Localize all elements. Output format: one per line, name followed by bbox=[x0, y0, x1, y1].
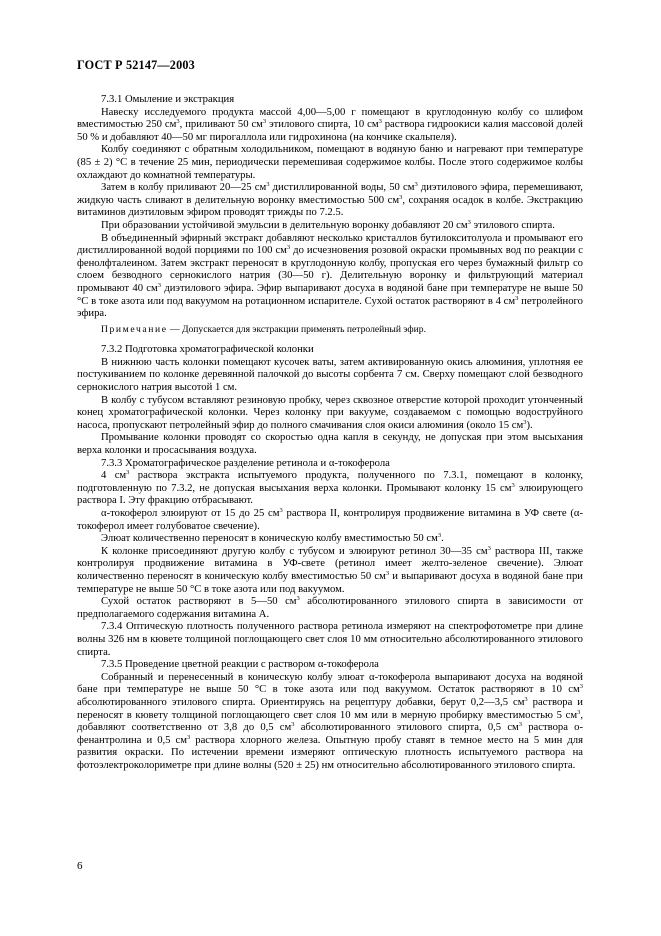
note bbox=[77, 324, 583, 337]
paragraph: α-токоферол элюируют от 15 до 25 $см^3$ раствора II, контролируя продвижение витамина в УФ свете (α-токоферол имеет голубоватое свечение). bbox=[77, 507, 584, 532]
paragraph: Сухой остаток растворяют в 5—50 $см^3$ абсолютированного этилового спирта в зависимости от предполагаемого содержания витамина А. bbox=[77, 595, 583, 620]
paragraph: Затем в колбу приливают 20—25 $см^3$ дистиллированной воды, 50 $см^3$ диэтилового эфира, перемешивают, жидкую часть сливают в делительную воронку вместимостью 500 $см^3$, сохраняя осадок в колбе. Экстракцию витаминов диэтиловым эфиром проводят трижды по 7.2.5. bbox=[77, 181, 584, 219]
paragraph: В объединенный эфирный экстракт добавляют несколько кристаллов бутилокситолуола и промывают его дистиллированной водой порциями по 100 $см^3$ до исчезновения розовой окраски промывных вод по реакции с фенолфталеином. Затем экстракт переносят в круглодонную колбу, пропуская его через бумажный фильтр со слоем безводного сернокислого натрия (30—50 г). Делительную воронку и фильтрующий материал промывают 40 $см^3$ диэтилового эфира. Эфир выпаривают досуха в водяной бане при температуре не выше 50 °С в токе азота или под вакуумом на ротационном испарителе. Сухой остаток растворяют в 4 $см^3$ петролейного эфира. bbox=[77, 232, 584, 320]
paragraph: 4 $см^3$ раствора экстракта испытуемого продукта, полученного по 7.3.1, помещают в колонку, подготовленную по 7.3.2, не допуская высыхания верха колонки. Промывают колонку 15 $см^3$ элюирующего раствора I. Эту фракцию отбрасывают. bbox=[77, 469, 584, 507]
section-7-3-5-title: 7.3.5 Проведение цветной реакции с раствором α-токоферола bbox=[101, 659, 379, 671]
section-7-3-2-title: 7.3.2 Подготовка хроматографической колонки bbox=[101, 344, 314, 356]
section-7-3-4: 7.3.4 Оптическую плотность полученного раствора ретинола измеряют на спектрофотометре при длине волны 326 нм в кювете толщиной поглощающего свет слоя 10 мм относительно абсолютированного этилового спирта. bbox=[77, 621, 583, 658]
paragraph: К колонке присоединяют другую колбу с тубусом и элюируют ретинол 30—35 $см^3$ раствора III, также контролируя продвижение витамина в УФ-свете (ретинол имеет желто-зеленое свечение). Элюат количественно переносят в коническую колбу вместимостью 50 $см^3$ и выпаривают досуха в водяной бане при температуре не выше 50 °С в токе азота или под вакуумом. bbox=[77, 544, 584, 595]
section-7-3-1-title: 7.3.1 Омыление и экстракция bbox=[101, 94, 235, 105]
paragraph: Собранный и перенесенный в коническую колбу элюат α-токоферола выпаривают досуха на водяной бане при температуре не выше 50 °С в токе азота или под вакуумом. Остаток растворяют в 10 $см^3$ абсолютированного этилового спирта. Ориентируясь на рецептуру добавки, берут 0,2—3,5 $см^3$ раствора и переносят в кювету толщиной поглощающего свет слоя 10 мм или в мерную пробирку вместимостью 5 $см^3$, добавляют соответственно от 3,8 до 0,5 $см^3$ абсолютированного этилового спирта, 0,5 $см^3$ раствора о-фенантролина и 0,5 $см^3$ раствора хлорного железа. Опытную пробу ставят в темное место на 5 мин для развития окраски. По истечении времени измеряют оптическую плотность испытуемого раствора на фотоэлектроколориметре при длине волны (520 ± 25) нм относительно абсолютированного этилового спирта. bbox=[77, 671, 583, 771]
section-7-3-3-title: 7.3.3 Хроматографическое разделение ретинола и α-токоферола bbox=[101, 457, 390, 469]
document-body bbox=[77, 94, 583, 772]
paragraph: Промывание колонки проводят со скоростью одна капля в секунду, не допуская при этом высыхания верха колонки и просасывания воздуха. bbox=[77, 432, 583, 457]
paragraph: Навеску исследуемого продукта массой 4,00—5,00 г помещают в круглодонную колбу со шлифом вместимостью 250 $см^3$, приливают 50 $см^3$ этилового спирта, 10 $см^3$ раствора гидроокиси калия массовой долей 50 % и добавляют 40—50 мг пирогаллола или гидрохинона (на кончике скальпеля). bbox=[77, 106, 583, 143]
note-label: Примечание bbox=[101, 323, 168, 335]
paragraph: При образовании устойчивой эмульсии в делительную воронку добавляют 20 $см^3$ этилового спирта. bbox=[101, 218, 555, 231]
document-header: ГОСТ Р 52147—2003 bbox=[77, 58, 195, 72]
paragraph: В нижнюю часть колонки помещают кусочек ваты, затем активированную окись алюминия, уплотняя ее постукиванием по колонке деревянной палочкой до высоты сорбента 7 см. Сверху помещают слой безводного сернокислого натрия высотой 1 см. bbox=[77, 356, 583, 394]
document-page bbox=[77, 58, 583, 772]
page-number: 6 bbox=[77, 860, 83, 872]
paragraph: В колбу с тубусом вставляют резиновую пробку, через сквозное отверстие которой проходит утонченный конец хроматографической колонки. Через колонку при вакууме, создаваемом с помощью водоструйного насоса, пропускают петролейный эфир до полного смачивания слоя окиси алюминия (около 15 $см^3$). bbox=[77, 394, 583, 431]
paragraph: Колбу соединяют с обратным холодильником, помещают в водяную баню и нагревают при температуре (85 ± 2) °С в течение 25 мин, периодически перемешивая содержимое колбы. После этого содержимое колбы охлаждают до комнатной температуры. bbox=[77, 144, 583, 181]
paragraph: Элюат количественно переносят в коническую колбу вместимостью 50 $см^3$. bbox=[101, 532, 444, 545]
note-text: — Допускается для экстракции применять петролейный эфир. bbox=[167, 323, 426, 335]
